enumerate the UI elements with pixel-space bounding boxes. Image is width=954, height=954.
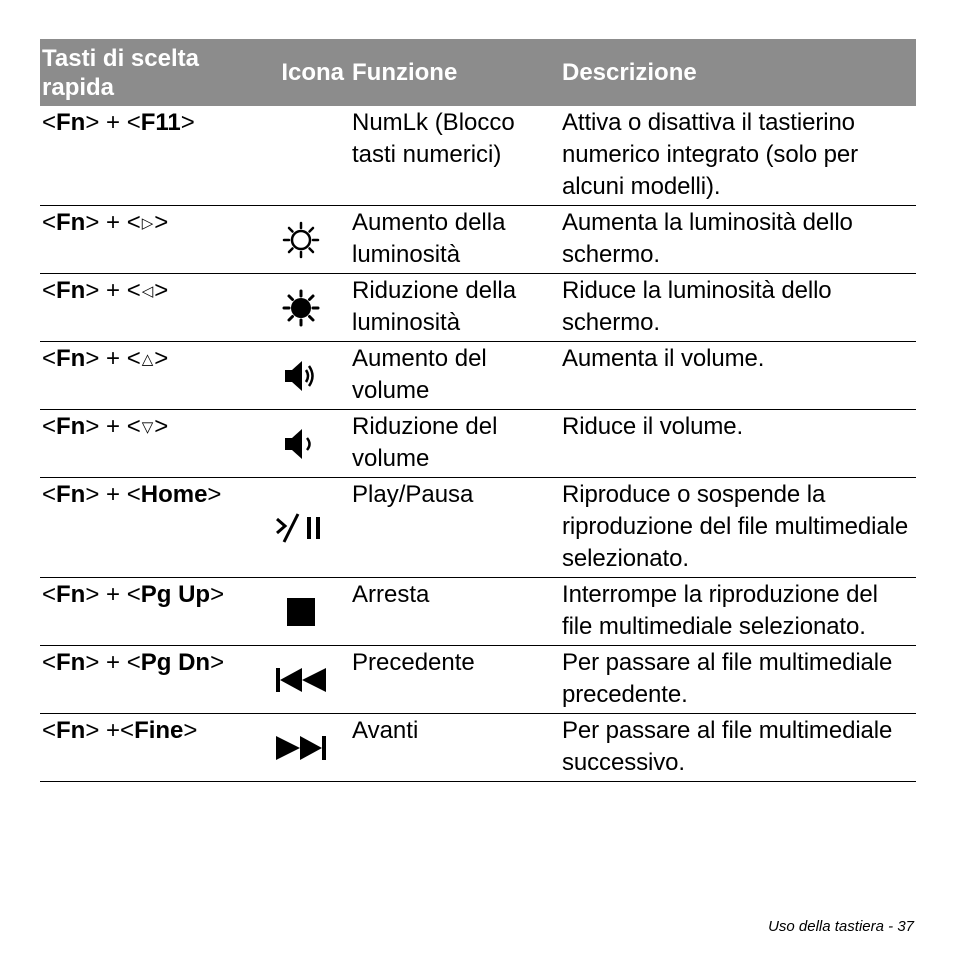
function-name: Avanti xyxy=(350,714,560,782)
fn-key: Fn xyxy=(56,581,86,608)
function-name: NumLk (Blocco tasti numerici) xyxy=(350,106,560,206)
function-name: Aumento della luminosità xyxy=(350,206,560,274)
volume-down-icon xyxy=(252,410,350,478)
function-description: Attiva o disattiva il tastierino numerico integrato (solo per alcuni modelli). xyxy=(560,106,916,206)
hotkey-combination: <Fn> +<Fine> xyxy=(40,714,252,782)
fn-key: Fn xyxy=(56,109,86,136)
header-keys: Tasti di scelta rapida xyxy=(42,44,199,101)
target-key: Fine xyxy=(134,717,184,744)
previous-icon xyxy=(252,646,350,714)
table-body xyxy=(40,106,916,782)
sun-filled-icon xyxy=(252,274,350,342)
hotkey-combination: <Fn> + <Pg Up> xyxy=(40,578,252,646)
target-key: Pg Up xyxy=(140,581,211,608)
function-description: Riproduce o sospende la riproduzione del file multimediale selezionato. xyxy=(560,478,916,578)
page-footer xyxy=(768,918,914,935)
plus-sign: + xyxy=(99,209,127,236)
plus-sign: + xyxy=(99,109,127,136)
function-name: Precedente xyxy=(350,646,560,714)
page-number: 37 xyxy=(897,918,914,935)
target-key: ▽ xyxy=(141,419,154,436)
function-name: Play/Pausa xyxy=(350,478,560,578)
table-row xyxy=(40,714,916,782)
target-key: Pg Dn xyxy=(140,649,211,676)
function-description: Aumenta il volume. xyxy=(560,342,916,410)
function-name: Riduzione del volume xyxy=(350,410,560,478)
fn-key: Fn xyxy=(56,717,86,744)
play-pause-icon xyxy=(252,478,350,578)
target-key: Home xyxy=(140,481,208,508)
table-row xyxy=(40,206,916,274)
fn-key: Fn xyxy=(56,277,86,304)
fn-key: Fn xyxy=(56,649,86,676)
next-icon xyxy=(252,714,350,782)
header-icon: Icona xyxy=(281,59,344,86)
table-header xyxy=(40,39,916,106)
header-function: Funzione xyxy=(352,59,458,86)
hotkey-combination: <Fn> + <◁> xyxy=(40,274,252,342)
target-key: ▷ xyxy=(141,215,154,232)
plus-sign: + xyxy=(99,413,127,440)
volume-up-icon xyxy=(252,342,350,410)
table-row xyxy=(40,478,916,578)
sun-outline-icon xyxy=(252,206,350,274)
footer-separator: - xyxy=(883,918,898,935)
fn-key: Fn xyxy=(56,413,86,440)
header-row xyxy=(40,39,916,106)
function-description: Interrompe la riproduzione del file multimediale selezionato. xyxy=(560,578,916,646)
footer-section: Uso della tastiera xyxy=(768,918,884,935)
plus-sign: + xyxy=(99,277,127,304)
fn-key: Fn xyxy=(56,481,86,508)
function-description: Per passare al file multimediale successivo. xyxy=(560,714,916,782)
plus-sign: + xyxy=(99,717,121,744)
hotkey-table xyxy=(40,39,916,782)
hotkey-combination: <Fn> + <△> xyxy=(40,342,252,410)
plus-sign: + xyxy=(99,345,127,372)
target-key: F11 xyxy=(140,109,181,136)
fn-key: Fn xyxy=(56,209,86,236)
table-row xyxy=(40,410,916,478)
header-description: Descrizione xyxy=(562,59,697,86)
function-name: Aumento del volume xyxy=(350,342,560,410)
function-description: Per passare al file multimediale precedente. xyxy=(560,646,916,714)
function-description: Riduce il volume. xyxy=(560,410,916,478)
table-row xyxy=(40,646,916,714)
hotkey-combination: <Fn> + <Home> xyxy=(40,478,252,578)
stop-icon xyxy=(252,578,350,646)
table-row xyxy=(40,106,916,206)
none xyxy=(252,106,350,206)
table-row xyxy=(40,578,916,646)
function-name: Riduzione della luminosità xyxy=(350,274,560,342)
function-name: Arresta xyxy=(350,578,560,646)
table-row xyxy=(40,342,916,410)
target-key: ◁ xyxy=(141,283,154,300)
table-row xyxy=(40,274,916,342)
target-key: △ xyxy=(141,351,154,368)
hotkey-combination: <Fn> + <Pg Dn> xyxy=(40,646,252,714)
plus-sign: + xyxy=(99,581,127,608)
function-description: Aumenta la luminosità dello schermo. xyxy=(560,206,916,274)
function-description: Riduce la luminosità dello schermo. xyxy=(560,274,916,342)
fn-key: Fn xyxy=(56,345,86,372)
hotkey-combination: <Fn> + <F11> xyxy=(40,106,252,206)
hotkey-combination: <Fn> + <▽> xyxy=(40,410,252,478)
plus-sign: + xyxy=(99,481,127,508)
hotkey-combination: <Fn> + <▷> xyxy=(40,206,252,274)
plus-sign: + xyxy=(99,649,127,676)
